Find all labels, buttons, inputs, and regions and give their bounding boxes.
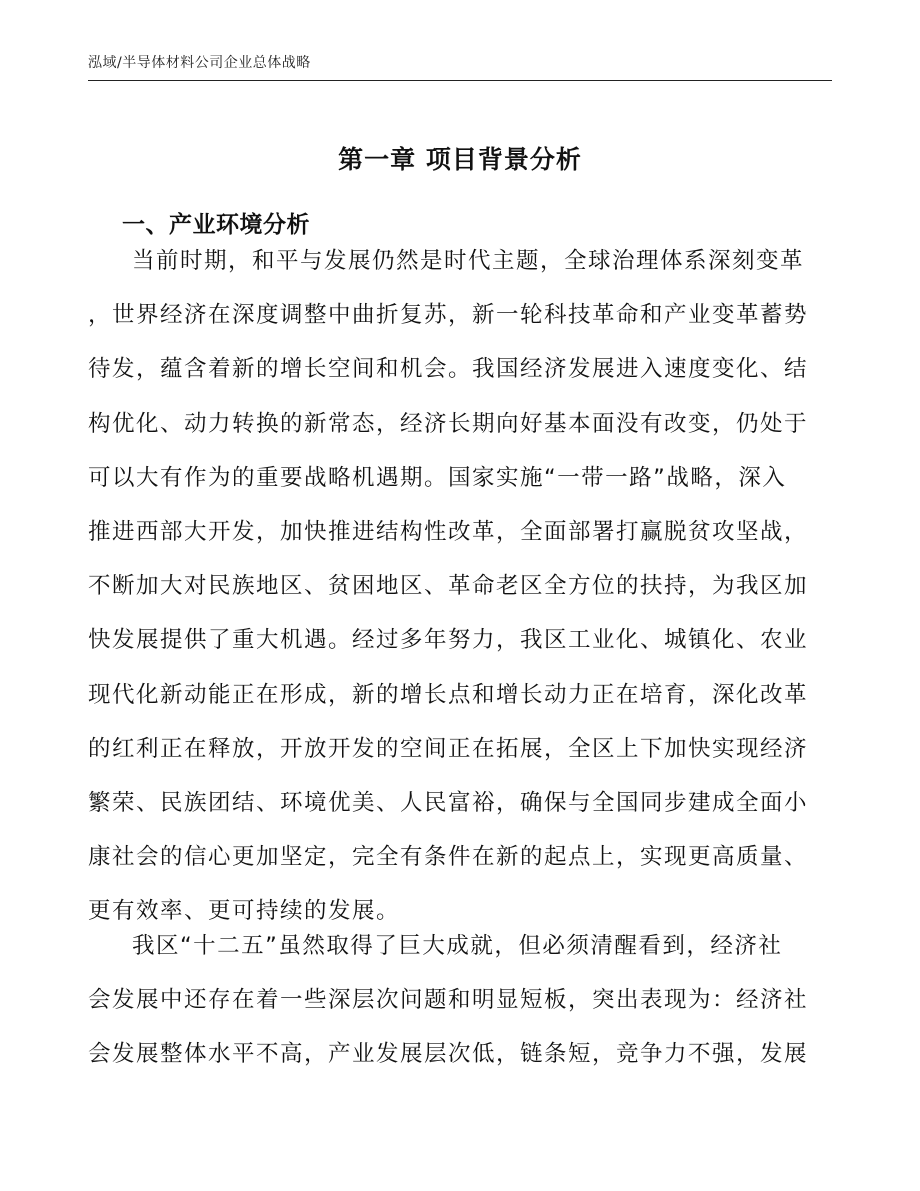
paragraph-line: 会发展中还存在着一些深层次问题和明显短板，突出表现为：经济社 xyxy=(88,987,809,1014)
paragraph-line: 推进西部大开发，加快推进结构性改革，全面部署打赢脱贫攻坚战， xyxy=(88,518,809,545)
paragraph-line: 更有效率、更可持续的发展。 xyxy=(88,898,401,925)
paragraph-line: 不断加大对民族地区、贫困地区、革命老区全方位的扶持，为我区加 xyxy=(88,573,809,600)
chapter-title: 第一章 项目背景分析 xyxy=(338,145,582,174)
paragraph-line: 快发展提供了重大机遇。经过多年努力，我区工业化、城镇化、农业 xyxy=(88,627,809,654)
paragraph-line: 现代化新动能正在形成，新的增长点和增长动力正在培育，深化改革 xyxy=(88,681,809,708)
paragraph-line: 可以大有作为的重要战略机遇期。国家实施“一带一路”战略，深入 xyxy=(88,464,787,491)
paragraph xyxy=(88,234,832,938)
paragraph-line: 构优化、动力转换的新常态，经济长期向好基本面没有改变，仍处于 xyxy=(88,410,809,437)
paragraph-line: 的红利正在释放，开放开发的空间正在拓展，全区上下加快实现经济 xyxy=(88,735,809,762)
paragraph-line: 我区“十二五”虽然取得了巨大成就，但必须清醒看到，经济社 xyxy=(132,933,783,959)
paragraph-line: ，世界经济在深度调整中曲折复苏，新一轮科技革命和产业变革蓄势 xyxy=(88,302,809,329)
header-divider xyxy=(88,80,832,81)
paragraph xyxy=(88,919,832,1082)
paragraph-line: 繁荣、民族团结、环境优美、人民富裕，确保与全国同步建成全面小 xyxy=(88,789,809,816)
paragraph-line: 待发，蕴含着新的增长空间和机会。我国经济发展进入速度变化、结 xyxy=(88,356,809,383)
paragraph-line: 会发展整体水平不高，产业发展层次低，链条短，竞争力不强，发展 xyxy=(88,1041,809,1068)
paragraph-line: 康社会的信心更加坚定，完全有条件在新的起点上，实现更高质量、 xyxy=(88,844,809,871)
running-header: 泓域/半导体材料公司企业总体战略 xyxy=(88,55,311,71)
section-heading: 一、产业环境分析 xyxy=(122,212,310,238)
paragraph-line: 当前时期，和平与发展仍然是时代主题，全球治理体系深刻变革 xyxy=(132,248,805,274)
